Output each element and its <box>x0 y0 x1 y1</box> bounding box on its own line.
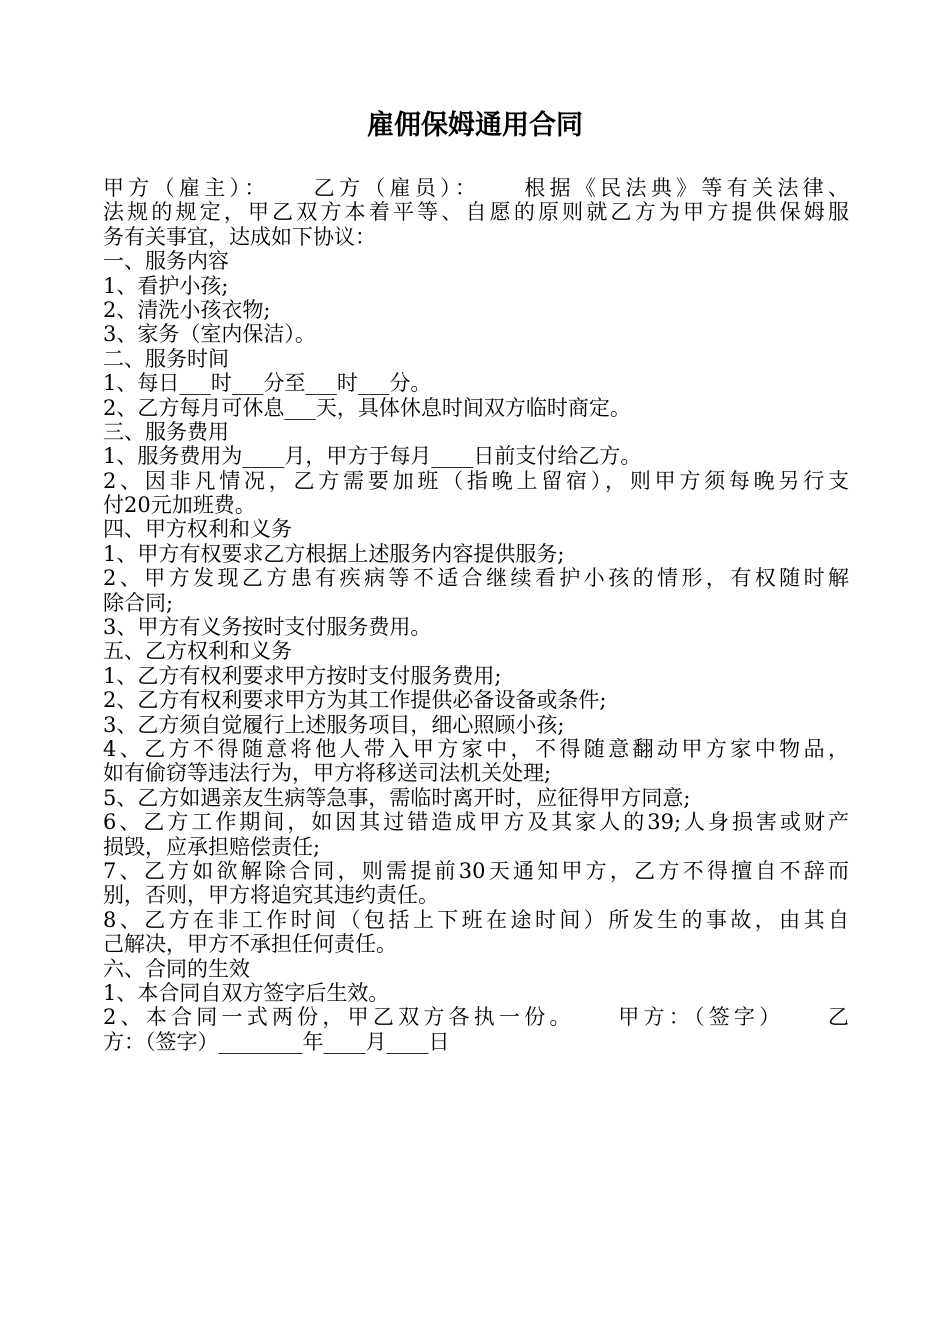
document-line: 付20元加班费。 <box>103 493 256 518</box>
document-line: 法规的规定，甲乙双方本着平等、自愿的原则就乙方为甲方提供保姆服 <box>103 200 849 225</box>
document-line: 6、乙方工作期间，如因其过错造成甲方及其家人的39;人身损害或财产 <box>103 810 849 835</box>
document-line: 4、乙方不得随意将他人带入甲方家中，不得随意翻动甲方家中物品， <box>103 736 849 761</box>
document-line: 己解决，甲方不承担任何责任。 <box>103 932 397 957</box>
document-line: 3、甲方有义务按时支付服务费用。 <box>103 615 432 640</box>
document-line: 2、本合同一式两份，甲乙双方各执一份。 甲方：（签字） 乙 <box>103 1005 849 1030</box>
document-line: 1、本合同自双方签字后生效。 <box>103 980 390 1005</box>
document-line: 1、乙方有权利要求甲方按时支付服务费用; <box>103 663 502 688</box>
document-line: 损毁，应承担赔偿责任; <box>103 834 321 859</box>
document-line: 四、甲方权利和义务 <box>103 517 292 542</box>
document-line: 1、看护小孩; <box>103 273 229 298</box>
document-line: 8、乙方在非工作时间（包括上下班在途时间）所发生的事故，由其自 <box>103 907 849 932</box>
document-line: 方：（签字）________年____月____日 <box>103 1029 450 1054</box>
document-line: 1、每日___时___分至___时___分。 <box>103 371 432 396</box>
document-line: 甲方（雇主）： 乙方（雇员）： 根据《民法典》等有关法律、 <box>103 176 849 200</box>
document-line: 2、因非凡情况，乙方需要加班（指晚上留宿），则甲方须每晚另行支 <box>103 468 849 493</box>
document-line: 2、乙方每月可休息___天，具体休息时间双方临时商定。 <box>103 395 631 420</box>
document-line: 六、合同的生效 <box>103 956 250 981</box>
document-line: 一、服务内容 <box>103 249 229 274</box>
document-line: 3、乙方须自觉履行上述服务项目，细心照顾小孩; <box>103 712 565 737</box>
document-line: 如有偷窃等违法行为，甲方将移送司法机关处理; <box>103 761 552 786</box>
document-title: 雇佣保姆通用合同 <box>367 110 583 141</box>
document-body <box>103 176 849 1054</box>
document-line: 务有关事宜，达成如下协议： <box>103 224 376 249</box>
document-line: 二、服务时间 <box>103 346 229 371</box>
document-line: 2、甲方发现乙方患有疾病等不适合继续看护小孩的情形，有权随时解 <box>103 566 849 591</box>
document-line: 7、乙方如欲解除合同，则需提前30天通知甲方，乙方不得擅自不辞而 <box>103 858 849 883</box>
document-line: 除合同; <box>103 590 174 615</box>
document-line: 2、清洗小孩衣物; <box>103 297 271 322</box>
document-line: 1、服务费用为____月，甲方于每月____日前支付给乙方。 <box>103 444 642 469</box>
document-line: 1、甲方有权要求乙方根据上述服务内容提供服务; <box>103 541 565 566</box>
document-line: 5、乙方如遇亲友生病等急事，需临时离开时，应征得甲方同意; <box>103 785 691 810</box>
document-line: 3、家务（室内保洁）。 <box>103 322 316 347</box>
document-line: 别，否则，甲方将追究其违约责任。 <box>103 883 439 908</box>
document-line: 五、乙方权利和义务 <box>103 639 292 664</box>
document-line: 2、乙方有权利要求甲方为其工作提供必备设备或条件; <box>103 688 607 713</box>
document-line: 三、服务费用 <box>103 419 229 444</box>
